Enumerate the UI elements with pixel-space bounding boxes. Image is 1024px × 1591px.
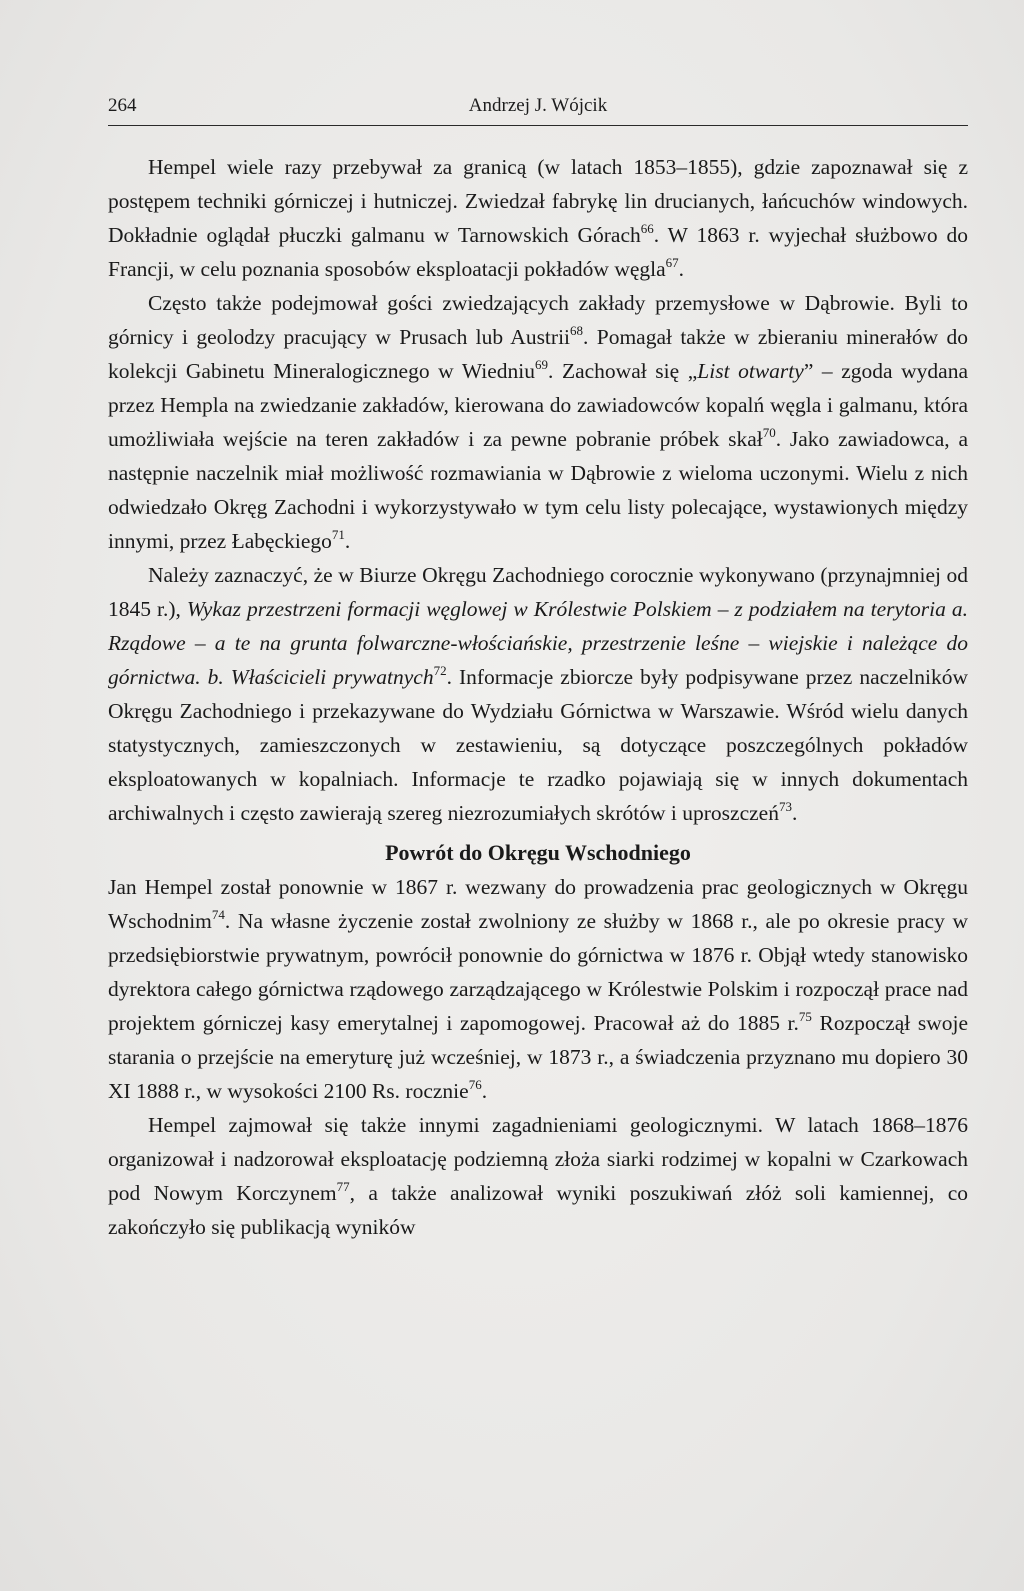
- footnote-ref: 68: [570, 322, 584, 338]
- footnote-ref: 67: [665, 254, 679, 270]
- footnote-ref: 66: [640, 220, 654, 236]
- paragraph: [108, 1108, 968, 1244]
- header-rule: [108, 125, 968, 126]
- paragraph: [108, 150, 968, 286]
- text-run: Rozpoczął swoje starania o przejście na emeryturę już wcześniej, w 1873 r., a świadczenia przyznano mu dopiero 30 XI 1888 r., w wysokości 2100 Rs. rocznie: [108, 1011, 968, 1103]
- footnote-ref: 71: [331, 526, 345, 542]
- footnote-ref: 72: [433, 662, 447, 678]
- text-run: Często także podejmował gości zwiedzających zakłady przemysłowe w Dąbrowie. Byli to górnicy i geolodzy pracujący w Prusach lub Austrii: [108, 291, 968, 349]
- page-number: 264: [108, 95, 137, 116]
- italic-title: List otwarty: [697, 359, 804, 383]
- text-run: . Na własne życzenie został zwolniony ze służby w 1868 r., ale po okresie pracy w przedsiębiorstwie prywatnym, powrócił ponownie do górnictwa w 1876 r. Objął wtedy stanowisko dyrektora całego górnictwa rządowego zarządzającego w Królestwie Polskim i rozpoczął prace nad projektem górniczej kasy emerytalnej i zapomogowej. Pracował aż do 1885 r.: [108, 909, 968, 1035]
- text-run: .: [344, 529, 351, 553]
- text-run: . Jako zawiadowca, a następnie naczelnik miał możliwość rozmawiania w Dąbrowie z wieloma uczonymi. Wielu z nich odwiedzało Okręg Zachodni i wykorzystywało w tym celu listy polecające, wystawionych między innymi, przez Łabęckiego: [108, 427, 968, 553]
- paragraph: [108, 558, 968, 830]
- text-run: Hempel zajmował się także innymi zagadnieniami geologicznymi. W latach 1868–1876 organizował i nadzorował eksploatację podziemną złoża siarki rodzimej w kopalni w Czarkowach pod Nowym Korczynem: [108, 1113, 968, 1205]
- paragraph: [108, 286, 968, 558]
- page-header: [108, 95, 968, 125]
- text-run: .: [481, 1079, 488, 1103]
- paragraph: [108, 870, 968, 1108]
- footnote-ref: 77: [336, 1178, 350, 1194]
- text-run: Hempel wiele razy przebywał za granicą (w latach 1853–1855), gdzie zapoznawał się z postępem techniki górniczej i hutniczej. Zwiedzał fabrykę lin drucianych, łańcuchów windowych. Dokładnie oglądał płuczki galmanu w Tarnowskich Górach: [108, 155, 968, 247]
- text-run: Należy zaznaczyć, że w Biurze Okręgu Zachodniego corocznie wykonywano (przynajmniej od 1845 r.),: [108, 563, 968, 621]
- body-text: [108, 150, 968, 1244]
- text-run: . Pomagał także w zbieraniu minerałów do kolekcji Gabinetu Mineralogicznego w Wiedniu: [108, 325, 969, 383]
- text-run: , a także analizował wyniki poszukiwań złóż soli kamiennej, co zakończyło się publikacją wyników: [108, 1181, 968, 1239]
- text-run: ” – zgoda wydana przez Hempla na zwiedzanie zakładów, kierowana do zawiadowców kopalń węgla i galmanu, która umożliwiała wejście na teren zakładów i za pewne pobranie próbek skał: [108, 359, 968, 451]
- section-heading: Powrót do Okręgu Wschodniego: [385, 840, 691, 865]
- italic-title: Wykaz przestrzeni formacji węglowej w Królestwie Polskiem – z podziałem na terytoria a. Rządowe – a te na grunta folwarczne-włościańskie, przestrzenie leśne – wiejskie i należące do górnictwa. b. Właścicieli prywatnych: [108, 597, 968, 689]
- footnote-ref: 69: [535, 356, 549, 372]
- footnote-ref: 70: [762, 424, 776, 440]
- footnote-ref: 75: [798, 1008, 812, 1024]
- footnote-ref: 73: [778, 798, 792, 814]
- text-run: . W 1863 r. wyjechał służbowo do Francji, w celu poznania sposobów eksploatacji pokładów węgla: [108, 223, 968, 281]
- text-run: Jan Hempel został ponownie w 1867 r. wezwany do prowadzenia prac geologicznych w Okręgu Wschodnim: [108, 875, 968, 933]
- footnote-ref: 76: [468, 1076, 482, 1092]
- running-title: Andrzej J. Wójcik: [468, 95, 608, 116]
- text-run: .: [791, 801, 798, 825]
- footnote-ref: 74: [211, 906, 225, 922]
- text-run: . Zachował się „: [548, 359, 698, 383]
- text-run: .: [678, 257, 685, 281]
- text-run: . Informacje zbiorcze były podpisywane przez naczelników Okręgu Zachodniego i przekazywane do Wydziału Górnictwa w Warszawie. Wśród wielu danych statystycznych, zamieszczonych w zestawieniu, są dotyczące poszczególnych pokładów eksploatowanych w kopalniach. Informacje te rzadko pojawiają się w innych dokumentach archiwalnych i często zawierają szereg niezrozumiałych skrótów i uproszczeń: [108, 665, 969, 825]
